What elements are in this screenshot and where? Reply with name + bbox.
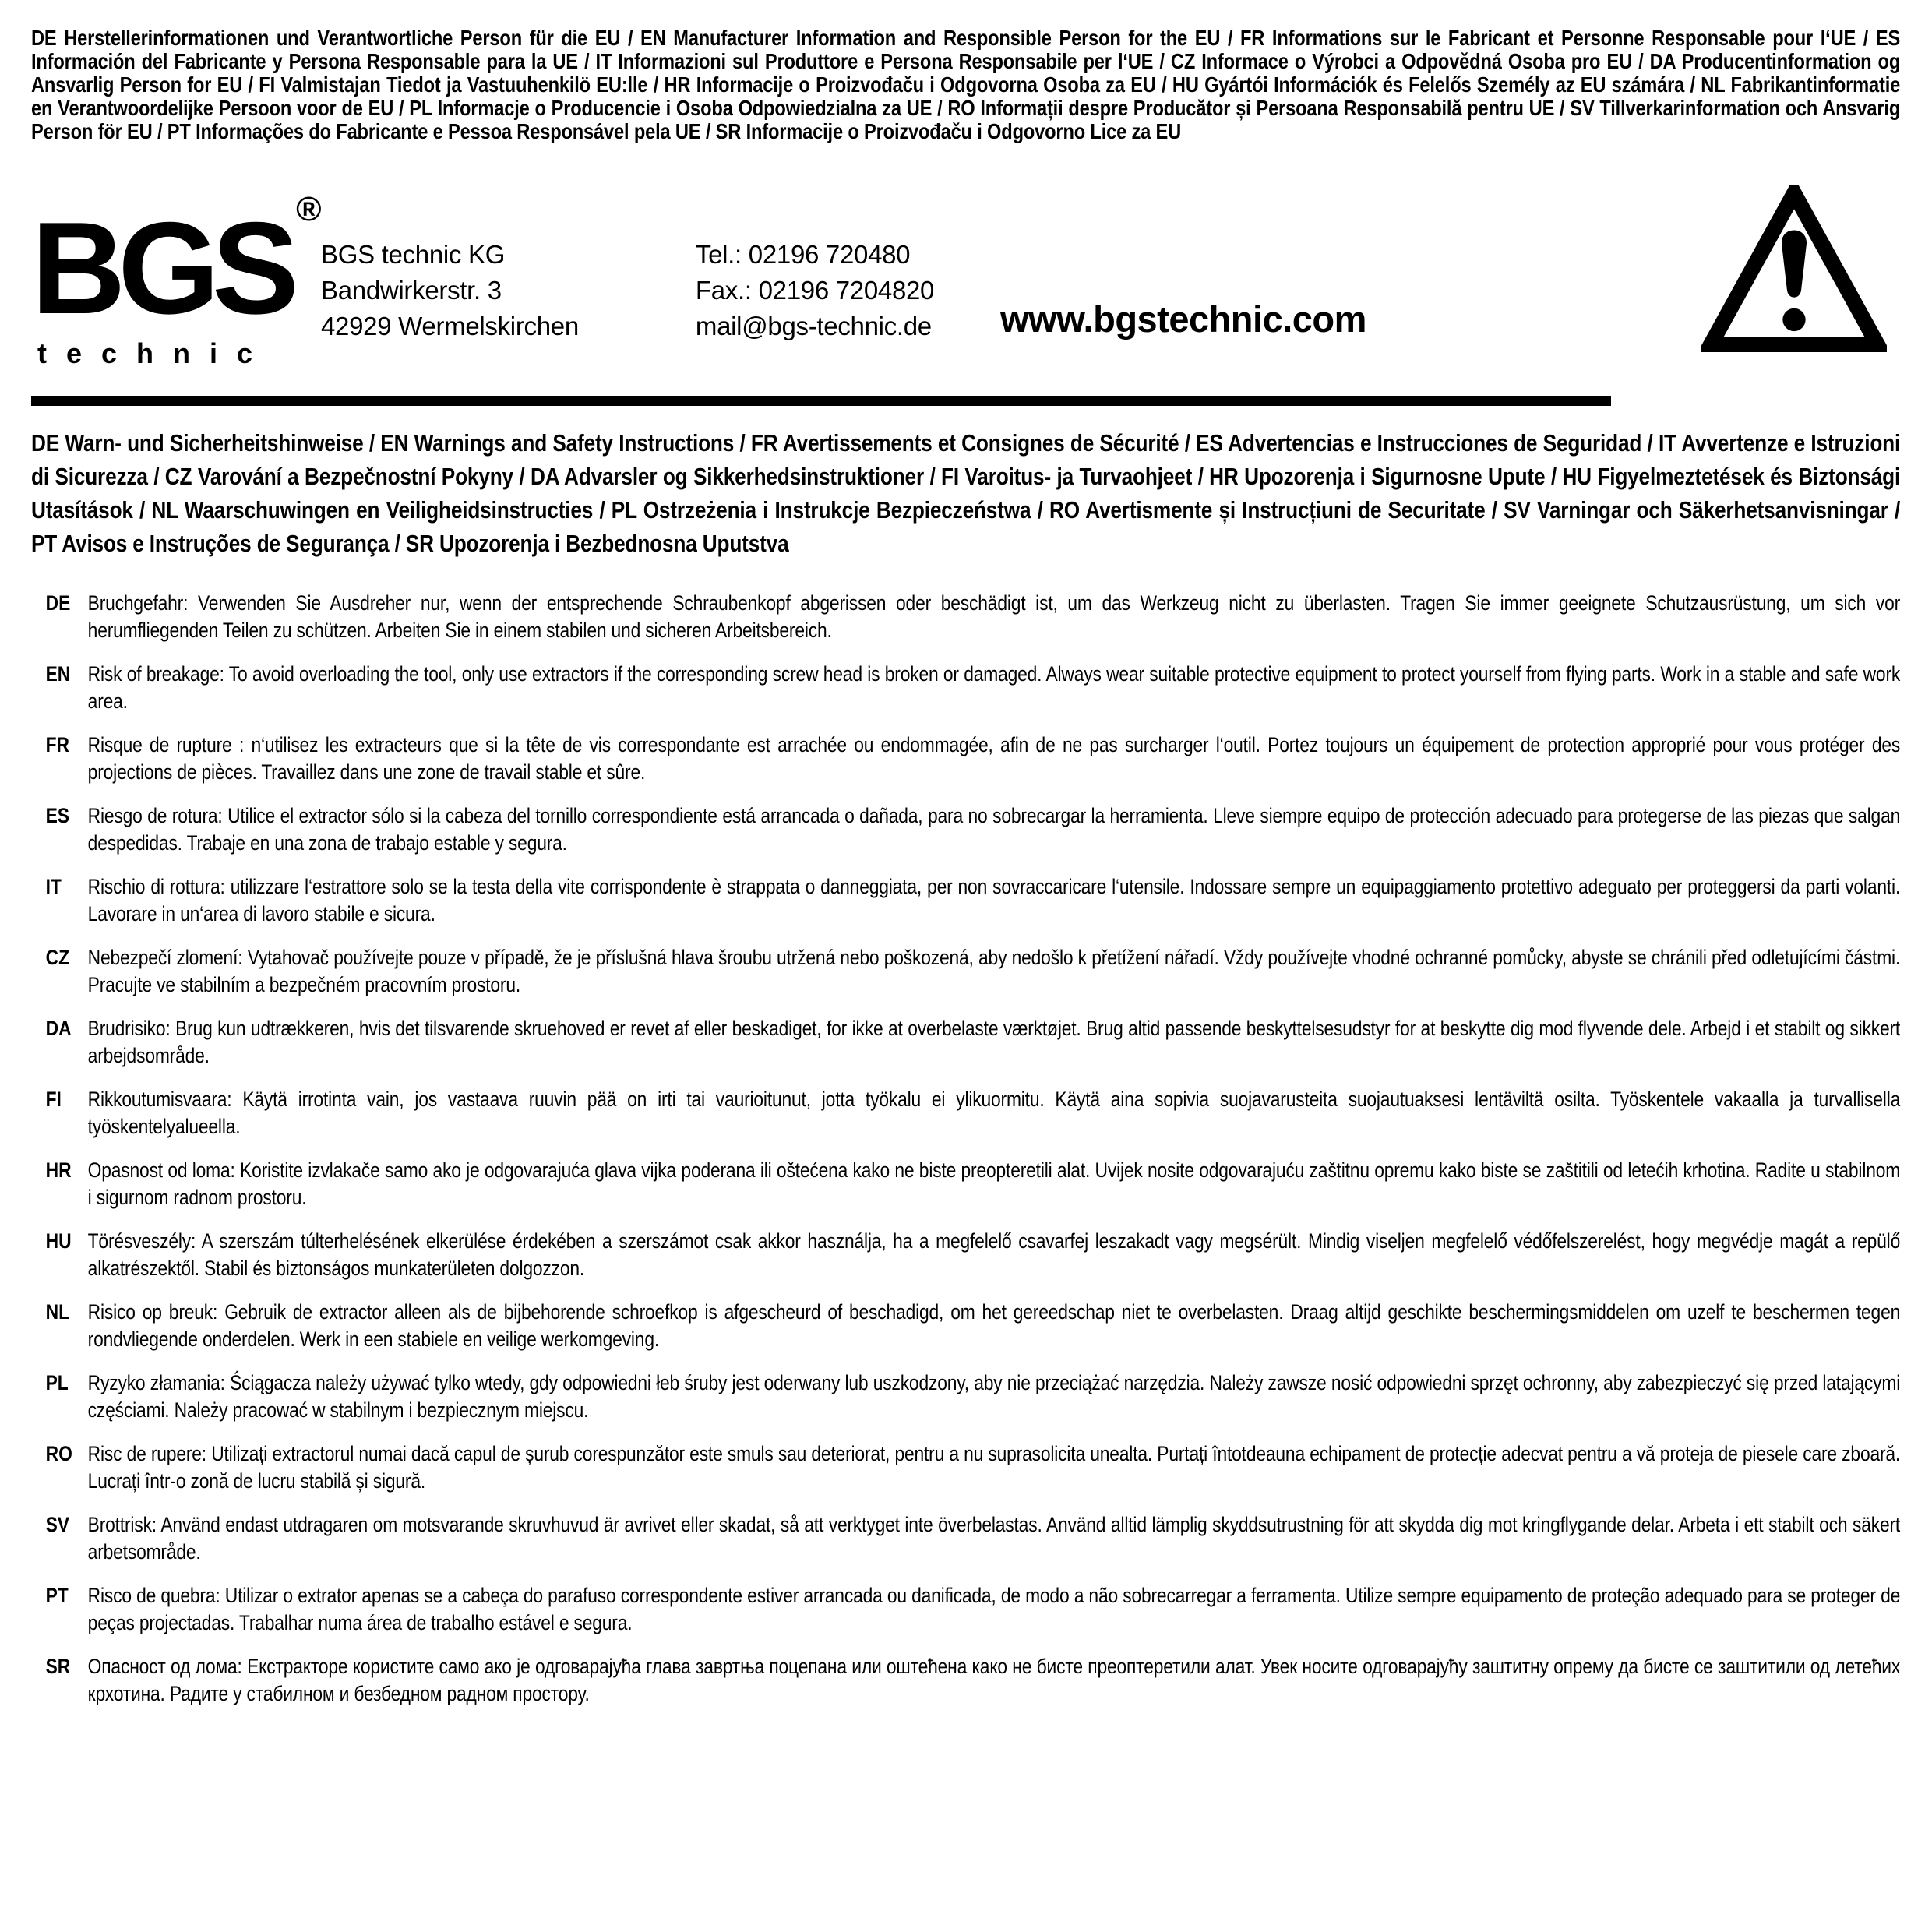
language-code: FR bbox=[45, 733, 70, 756]
warning-item-cz bbox=[31, 944, 1900, 999]
warning-item-en bbox=[31, 661, 1900, 715]
warning-item-sv bbox=[31, 1511, 1900, 1566]
language-code: NL bbox=[45, 1300, 70, 1324]
language-code: HR bbox=[45, 1158, 72, 1182]
warning-text: Rikkoutumisvaara: Käytä irrotinta vain, jos vastaava ruuvin pää on irti tai vaurioitunut, jotta työkalu ei ylikuormitu. Käytä aina sopivia suojavarusteita suojautuaksesi lentäviltä osilta. Työskentele vakaalla ja turvallisella työskentelyalueella. bbox=[87, 1088, 1901, 1138]
warning-text: Опасност од лома: Екстракторе користите само ако је одговарајућа глава завртња поцепана или оштећена како не бисте преоптеретили алат. Увек носите одговарајућу заштитну опрему да бисте се заштитили од летећих крхотина. Радите у стабилном и безбедном радном простору. bbox=[87, 1655, 1901, 1705]
warning-text: Risc de rupere: Utilizați extractorul numai dacă capul de șurub corespunzător este smuls sau deteriorat, pentru a nu suprasolicita unealta. Purtați întotdeauna echipament de protecție adecvat pentru a vă proteja de piesele care zboară. Lucrați într-o zonă de lucru stabilă și sigură. bbox=[87, 1442, 1901, 1493]
warning-item-hu bbox=[31, 1228, 1900, 1282]
warning-item-de bbox=[31, 590, 1900, 644]
warning-item-nl bbox=[31, 1299, 1900, 1353]
company-street: Bandwirkerstr. 3 bbox=[321, 276, 502, 305]
company-contact bbox=[696, 237, 934, 344]
company-address bbox=[321, 237, 579, 344]
language-code: SV bbox=[45, 1513, 70, 1536]
company-fax: Fax.: 02196 7204820 bbox=[695, 276, 935, 305]
warning-item-es bbox=[31, 802, 1900, 857]
language-code: CZ bbox=[45, 946, 70, 969]
warning-item-fr bbox=[31, 732, 1900, 786]
bgs-logo-text: BGS bbox=[31, 195, 292, 341]
warning-text: Brudrisiko: Brug kun udtrækkeren, hvis det tilsvarende skruehoved er revet af eller beskadiget, for ikke at overbelaste værktøjet. Brug altid passende beskyttelsesudstyr for at beskytte dig mod flyvende dele. Arbejd i et stabilt og sikkert arbejdsområde. bbox=[87, 1017, 1901, 1067]
horizontal-divider bbox=[31, 396, 1611, 406]
warning-text: Rischio di rottura: utilizzare l‘estrattore solo se la testa della vite corrispondente è strappata o danneggiata, per non sovraccaricare l‘utensile. Indossare sempre un equipaggiamento protettivo adeguato per proteggersi da parti volanti. Lavorare in un‘area di lavoro stabile e sicura. bbox=[87, 875, 1901, 925]
language-code: DA bbox=[45, 1017, 72, 1040]
company-city: 42929 Wermelskirchen bbox=[321, 312, 579, 340]
warning-text: Ryzyko złamania: Ściągacza należy używać tylko wtedy, gdy odpowiedni łeb śruby jest oderwany lub uszkodzony, aby nie przeciążać narzędzia. Należy zawsze nosić odpowiedni sprzęt ochronny, aby zabezpieczyć się przed latającymi częściami. Należy pracować w stabilnym i bezpiecznym miejscu. bbox=[87, 1371, 1901, 1422]
warning-item-ro bbox=[31, 1440, 1900, 1495]
warning-text: Nebezpečí zlomení: Vytahovač používejte pouze v případě, že je příslušná hlava šroubu utržená nebo poškozená, aby nedošlo k přetížení nářadí. Vždy používejte vhodné ochranné pomůcky, abyste se chránili před odletujícími částmi. Pracujte ve stabilním a bezpečném pracovním prostoru. bbox=[87, 946, 1901, 996]
bgs-logo bbox=[31, 190, 322, 370]
warning-text: Brottrisk: Använd endast utdragaren om motsvarande skruvhuvud är avrivet eller skadat, så att verktyget inte överbelastas. Använd alltid lämplig skyddsutrustning för att skydda dig mot kringflygande delar. Arbeta i ett stabilt och säkert arbetsområde. bbox=[87, 1513, 1901, 1564]
language-code: PL bbox=[45, 1371, 69, 1394]
registered-trademark-icon: ® bbox=[296, 190, 322, 228]
language-code: DE bbox=[45, 591, 71, 615]
warning-item-hr bbox=[31, 1157, 1900, 1211]
warning-item-it bbox=[31, 873, 1900, 928]
warning-triangle-icon bbox=[1701, 185, 1887, 358]
language-code: EN bbox=[45, 662, 71, 686]
warning-item-fi bbox=[31, 1086, 1900, 1141]
company-website: www.bgstechnic.com bbox=[1000, 298, 1366, 340]
warning-item-da bbox=[31, 1015, 1900, 1070]
warning-text: Opasnost od loma: Koristite izvlakače samo ako je odgovarajuća glava vijka poderana ili oštećena kako ne biste preopteretili alat. Uvijek nosite odgovarajuću zaštitnu opremu kako biste se zaštitili od letećih krhotina. Radite u stabilnom i sigurnom radnom prostoru. bbox=[87, 1158, 1901, 1209]
language-code: ES bbox=[45, 804, 70, 827]
warning-item-pl bbox=[31, 1370, 1900, 1424]
warnings-list bbox=[31, 590, 1900, 1708]
company-name: BGS technic KG bbox=[321, 240, 506, 269]
language-code: PT bbox=[45, 1584, 69, 1607]
company-email: mail@bgs-technic.de bbox=[695, 312, 932, 340]
company-block bbox=[31, 190, 1901, 385]
warning-text: Törésveszély: A szerszám túlterhelésének elkerülése érdekében a szerszámot csak akkor használja, ha a megfelelő csavarfej leszakadt vagy megsérült. Mindig viseljen megfelelő védőfelszerelést, hogy megvédje magát a repülő alkatrészektől. Stabil és biztonságos munkaterületen dolgozzon. bbox=[87, 1229, 1901, 1280]
company-tel: Tel.: 02196 720480 bbox=[695, 240, 911, 269]
manufacturer-info-header: DE Herstellerinformationen und Verantwortliche Person für die EU / EN Manufacturer Information and Responsible Person for the EU / FR Informations sur le Fabricant et Personne Responsable pour l‘UE / ES Información del Fabricante y Persona Responsable para la UE / IT Informazioni sul Produttore e Persona Responsabile per l‘UE / CZ Informace o Výrobci a Odpovědná Osoba pro EU / DA Producentinformation og Ansvarlig Person for EU / FI Valmistajan Tiedot ja Vastuuhenkilö EU:lle / HR Informacije o Proizvođaču i Odgovorna Osoba za EU / HU Gyártói Információk és Felelős Személy az EU számára / NL Fabrikantinformatie en Verantwoordelijke Persoon voor de EU / PL Informacje o Producencie i Osoba Odpowiedzialna za UE / RO Informații despre Producător și Persoana Responsabilă pentru UE / SV Tillverkarinformation och Ansvarig Person för EU / PT Informações do Fabricante e Pessoa Responsável pela UE / SR Informacije o Proizvođaču i Odgovorno Lice za EU bbox=[31, 26, 1901, 143]
language-code: RO bbox=[45, 1442, 72, 1465]
warning-text: Riesgo de rotura: Utilice el extractor sólo si la cabeza del tornillo correspondiente está arrancada o dañada, para no sobrecargar la herramienta. Lleve siempre equipo de protección adecuado para protegerse de las piezas que salgan despedidas. Trabaje en una zona de trabajo estable y segura. bbox=[87, 804, 1901, 855]
warning-text: Bruchgefahr: Verwenden Sie Ausdreher nur, wenn der entsprechende Schraubenkopf abgerissen oder beschädigt ist, um das Werkzeug nicht zu überlasten. Tragen Sie immer geeignete Schutzausrüstung, um sich vor herumfliegenden Teilen zu schützen. Arbeiten Sie in einem stabilen und sicheren Arbeitsbereich. bbox=[87, 591, 1901, 642]
warnings-safety-header: DE Warn- und Sicherheitshinweise / EN Warnings and Safety Instructions / FR Avertissements et Consignes de Sécurité / ES Advertencias e Instrucciones de Seguridad / IT Avvertenze e Istruzioni di Sicurezza / CZ Varování a Bezpečnostní Pokyny / DA Advarsler og Sikkerhedsinstruktioner / FI Varoitus- ja Turvaohjeet / HR Upozorenja i Sigurnosne Upute / HU Figyelmeztetések és Biztonsági Utasítások / NL Waarschuwingen en Veiligheidsinstructies / PL Ostrzeżenia i Instrukcje Bezpieczeństwa / RO Avertismente și Instrucțiuni de Securitate / SV Varningar och Säkerhetsanvisningar / PT Avisos e Instruções de Segurança / SR Upozorenja i Bezbednosna Uputstva bbox=[31, 429, 1901, 557]
warning-text: Risco de quebra: Utilizar o extrator apenas se a cabeça do parafuso correspondente estiver arrancada ou danificada, de modo a não sobrecarregar a ferramenta. Utilize sempre equipamento de proteção adequado para se proteger de peças projectadas. Trabalhar numa área de trabalho estável e segura. bbox=[87, 1584, 1901, 1634]
warning-item-sr bbox=[31, 1653, 1900, 1708]
bgs-logo-technic-label: technic bbox=[37, 337, 273, 369]
language-code: FI bbox=[45, 1088, 62, 1111]
bgs-logo-wordmark bbox=[31, 190, 322, 341]
language-code: HU bbox=[45, 1229, 72, 1253]
warning-text: Risico op breuk: Gebruik de extractor alleen als de bijbehorende schroefkop is afgescheurd of beschadigd, om het gereedschap niet te overbelasten. Draag altijd geschikte beschermingsmiddelen om uzelf te beschermen tegen rondvliegende onderdelen. Werk in een stabiele en veilige werkomgeving. bbox=[87, 1300, 1901, 1351]
warning-text: Risque de rupture : n‘utilisez les extracteurs que si la tête de vis correspondante est arrachée ou endommagée, afin de ne pas surcharger l‘outil. Portez toujours un équipement de protection approprié pour vous protéger des projections de pièces. Travaillez dans une zone de travail stable et sûre. bbox=[87, 733, 1901, 784]
warning-item-pt bbox=[31, 1582, 1900, 1637]
language-code: SR bbox=[45, 1655, 71, 1678]
warning-text: Risk of breakage: To avoid overloading the tool, only use extractors if the corresponding screw head is broken or damaged. Always wear suitable protective equipment to protect yourself from flying parts. Work in a stable and safe work area. bbox=[87, 662, 1901, 713]
language-code: IT bbox=[45, 875, 62, 898]
